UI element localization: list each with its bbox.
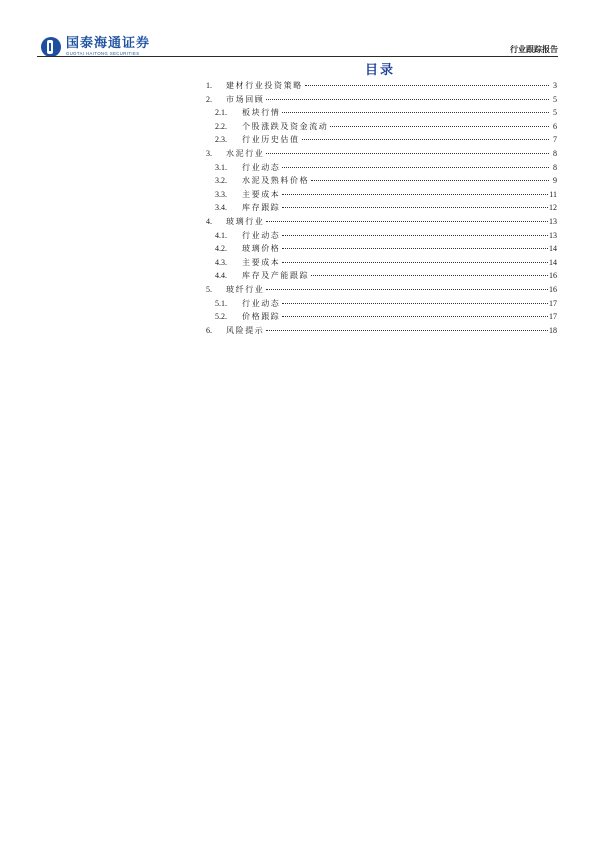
toc-entry[interactable] bbox=[206, 215, 557, 229]
toc-entry-number: 2.3. bbox=[215, 135, 227, 145]
toc-entry-label: 行业历史估值 bbox=[242, 135, 300, 145]
toc-entry-number: 2.1. bbox=[215, 108, 227, 118]
toc-entry[interactable] bbox=[206, 324, 557, 338]
toc-dot-leader bbox=[282, 262, 548, 263]
toc-entry-number: 2. bbox=[206, 94, 212, 104]
toc-entry[interactable] bbox=[206, 201, 557, 215]
toc-dot-leader bbox=[266, 289, 548, 290]
toc-entry-label: 个股涨跌及资金流动 bbox=[242, 121, 329, 131]
toc-entry-number: 3.1. bbox=[215, 162, 227, 172]
toc-entry-label: 玻璃行业 bbox=[226, 216, 265, 226]
toc-entry-label: 玻纤行业 bbox=[226, 284, 265, 294]
toc-entry-number: 5.2. bbox=[215, 312, 227, 322]
report-type-label: 行业跟踪报告 bbox=[510, 45, 558, 54]
toc-dot-leader bbox=[302, 139, 549, 140]
toc-entry-page: 5 bbox=[553, 94, 557, 104]
toc-dot-leader bbox=[266, 221, 548, 222]
toc-dot-leader bbox=[282, 167, 549, 168]
toc-entry-label: 行业动态 bbox=[242, 162, 281, 172]
toc-dot-leader bbox=[282, 316, 548, 317]
toc-dot-leader bbox=[266, 99, 549, 100]
toc-entry-number: 2.2. bbox=[215, 121, 227, 131]
toc-entry[interactable] bbox=[206, 106, 557, 120]
toc-entry-label: 库存及产能跟踪 bbox=[242, 271, 310, 281]
toc-entry-label: 风险提示 bbox=[226, 325, 265, 335]
toc-entry[interactable] bbox=[206, 256, 557, 270]
toc-entry-page: 12 bbox=[549, 203, 557, 213]
toc-dot-leader bbox=[330, 126, 549, 127]
page-header bbox=[0, 0, 595, 60]
toc-dot-leader bbox=[266, 153, 549, 154]
toc-entry-label: 行业动态 bbox=[242, 230, 281, 240]
toc-entry-number: 3.3. bbox=[215, 189, 227, 199]
toc-dot-leader bbox=[311, 275, 548, 276]
toc-entry-number: 3. bbox=[206, 148, 212, 158]
toc-entry[interactable] bbox=[206, 174, 557, 188]
toc-title: 目录 bbox=[364, 63, 395, 78]
toc-entry-label: 价格跟踪 bbox=[242, 312, 281, 322]
toc-entry[interactable] bbox=[206, 133, 557, 147]
toc-entry-page: 16 bbox=[549, 284, 557, 294]
toc-entry-number: 4.4. bbox=[215, 271, 227, 281]
toc-entry[interactable] bbox=[206, 161, 557, 175]
toc-entry[interactable] bbox=[206, 188, 557, 202]
toc-dot-leader bbox=[282, 235, 548, 236]
toc-entry-page: 17 bbox=[549, 312, 557, 322]
toc-entry-page: 18 bbox=[549, 325, 557, 335]
toc-entry[interactable] bbox=[206, 120, 557, 134]
toc-entry[interactable] bbox=[206, 269, 557, 283]
brand-logo bbox=[41, 37, 150, 57]
toc-entry-label: 主要成本 bbox=[242, 189, 281, 199]
toc-dot-leader bbox=[311, 180, 549, 181]
toc-entry-number: 4. bbox=[206, 216, 212, 226]
toc-entry-page: 13 bbox=[549, 230, 557, 240]
toc-entry-page: 16 bbox=[549, 271, 557, 281]
toc-entry-page: 9 bbox=[553, 176, 557, 186]
toc-entry-number: 6. bbox=[206, 325, 212, 335]
toc-entry-page: 6 bbox=[553, 121, 557, 131]
toc-entry-label: 市场回顾 bbox=[226, 94, 265, 104]
toc-entry-number: 4.1. bbox=[215, 230, 227, 240]
toc-entry-page: 17 bbox=[549, 298, 557, 308]
toc-entry-page: 14 bbox=[549, 257, 557, 267]
toc-entry-page: 8 bbox=[553, 162, 557, 172]
toc-entry-label: 库存跟踪 bbox=[242, 203, 281, 213]
toc-entry-number: 4.3. bbox=[215, 257, 227, 267]
toc-entry-page: 14 bbox=[549, 244, 557, 254]
toc-entry-label: 水泥及熟料价格 bbox=[242, 176, 310, 186]
toc-entry-page: 5 bbox=[553, 108, 557, 118]
brand-mark-icon bbox=[41, 37, 61, 57]
toc-entry[interactable] bbox=[206, 229, 557, 243]
toc-entry-number: 5.1. bbox=[215, 298, 227, 308]
toc-entry-page: 13 bbox=[549, 216, 557, 226]
toc-entry[interactable] bbox=[206, 297, 557, 311]
toc-entry[interactable] bbox=[206, 283, 557, 297]
toc-entry-number: 3.2. bbox=[215, 176, 227, 186]
toc-entry-label: 建材行业投资策略 bbox=[226, 81, 303, 90]
table-of-contents bbox=[206, 79, 557, 337]
toc-entry[interactable] bbox=[206, 93, 557, 107]
toc-dot-leader bbox=[282, 248, 548, 249]
toc-entry[interactable] bbox=[206, 147, 557, 161]
toc-entry-page: 7 bbox=[553, 135, 557, 145]
toc-entry-page: 3 bbox=[553, 81, 557, 90]
toc-dot-leader bbox=[305, 85, 549, 86]
toc-entry-number: 3.4. bbox=[215, 203, 227, 213]
toc-entry-page: 8 bbox=[553, 148, 557, 158]
brand-name-en: GUOTAI HAITONG SECURITIES bbox=[66, 51, 140, 57]
toc-dot-leader bbox=[282, 207, 548, 208]
toc-entry-number: 4.2. bbox=[215, 244, 227, 254]
toc-entry-number: 5. bbox=[206, 284, 212, 294]
toc-entry-page: 11 bbox=[549, 189, 557, 199]
toc-entry-number: 1. bbox=[206, 81, 212, 90]
toc-entry[interactable] bbox=[206, 310, 557, 324]
toc-entry-label: 板块行情 bbox=[242, 108, 281, 118]
toc-entry-label: 主要成本 bbox=[242, 257, 281, 267]
toc-entry-label: 行业动态 bbox=[242, 298, 281, 308]
toc-dot-leader bbox=[266, 330, 548, 331]
toc-dot-leader bbox=[282, 303, 548, 304]
brand-text bbox=[66, 37, 150, 56]
toc-entry[interactable] bbox=[206, 242, 557, 256]
toc-entry-label: 水泥行业 bbox=[226, 148, 265, 158]
header-divider bbox=[37, 56, 558, 57]
toc-dot-leader bbox=[282, 112, 549, 113]
brand-name-cn: 国泰海通证券 bbox=[66, 36, 151, 52]
toc-entry-label: 玻璃价格 bbox=[242, 244, 281, 254]
toc-dot-leader bbox=[282, 194, 548, 195]
toc-entry[interactable] bbox=[206, 79, 557, 93]
